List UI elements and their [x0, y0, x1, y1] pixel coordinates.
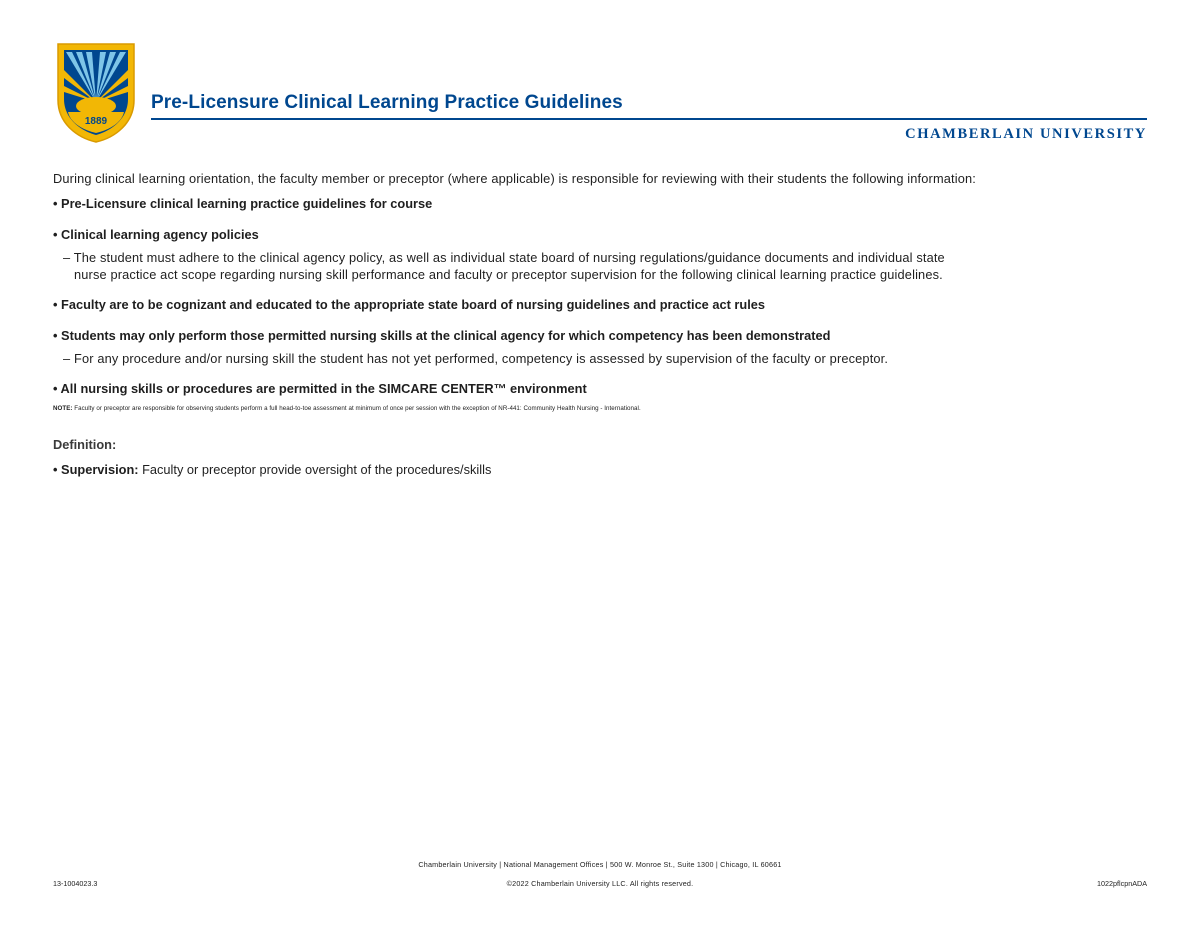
bullet-faculty-cognizant: • Faculty are to be cognizant and educated to the appropriate state board of nursing guidelines and practice act rules [53, 297, 765, 313]
note-text [53, 405, 1153, 413]
sub-competency-detail: – For any procedure and/or nursing skill the student has not yet performed, competency is assessed by supervision of the faculty or preceptor. [63, 350, 889, 366]
university-shield-logo [56, 42, 136, 144]
definition-heading: Definition: [53, 436, 117, 452]
page-title: Pre-Licensure Clinical Learning Practice Guidelines [151, 92, 623, 113]
guidelines-body [53, 170, 1153, 478]
sub-agency-policy-line2: nurse practice act scope regarding nursing skill performance and faculty or preceptor supervision for the following clinical learning practice guidelines. [74, 267, 943, 283]
sub-agency-policy-detail [53, 249, 1153, 284]
definition-term: • Supervision: [53, 462, 139, 478]
footer-copyright: ©2022 Chamberlain University LLC. All rights reserved. [506, 879, 694, 888]
sub-agency-policy-line1: – The student must adhere to the clinical agency policy, as well as individual state board of nursing regulations/guidance documents and individual state [63, 249, 945, 265]
university-wordmark: CHAMBERLAIN UNIVERSITY [905, 126, 1147, 142]
note-label: NOTE: [53, 405, 73, 413]
bullet-permitted-skills: • Students may only perform those permitted nursing skills at the clinical agency for which competency has been demonstrated [53, 327, 831, 343]
definition-supervision [53, 461, 1153, 478]
note-body: Faculty or preceptor are responsible for observing students perform a full head-to-toe assessment at minimum of once per session with the exception of NR-441: Community Health Nursing - International. [72, 405, 641, 413]
bullet-agency-policies: • Clinical learning agency policies [53, 226, 259, 242]
footer-doc-id: 13-1004023.3 [53, 879, 98, 888]
title-divider [151, 118, 1147, 120]
intro-paragraph: During clinical learning orientation, the faculty member or preceptor (where applicable) is responsible for reviewing with their students the following information: [53, 171, 976, 186]
footer-code: 1022pflcpnADA [1097, 879, 1147, 888]
bullet-simcare-center: • All nursing skills or procedures are permitted in the SIMCARE CENTER™ environment [53, 381, 587, 397]
logo-year: 1889 [84, 116, 108, 127]
definition-text: Faculty or preceptor provide oversight of the procedures/skills [138, 462, 492, 478]
bullet-course-guidelines: • Pre-Licensure clinical learning practice guidelines for course [53, 196, 433, 212]
footer-address: Chamberlain University | National Management Offices | 500 W. Monroe St., Suite 1300 | Chicago, IL 60661 [418, 860, 782, 869]
